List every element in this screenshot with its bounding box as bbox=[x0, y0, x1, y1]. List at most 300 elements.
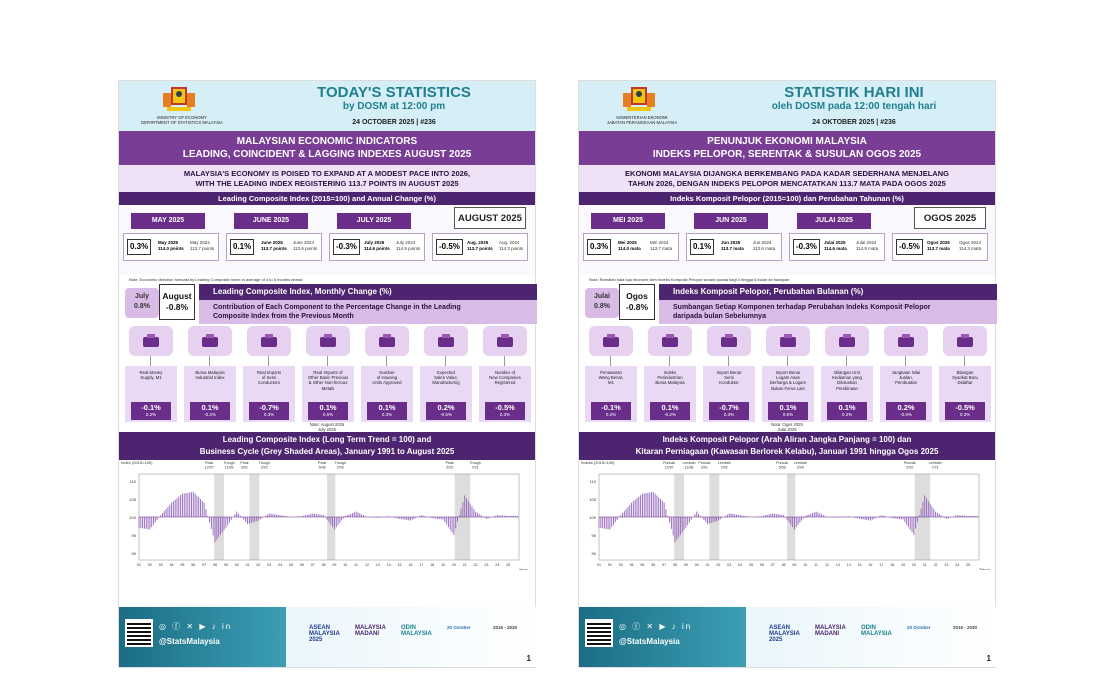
x-tick-label: 25 bbox=[966, 563, 971, 567]
x-tick-label: 11 bbox=[814, 563, 819, 567]
chart-title: Leading Composite Index (Long Term Trend = 100) and Business Cycle (Grey Shaded Areas), January 1991 to August 2025 bbox=[119, 432, 535, 460]
component-card bbox=[762, 326, 814, 422]
component-value bbox=[768, 402, 808, 420]
component-previous: 0.5% bbox=[782, 412, 794, 417]
cycle-label: Peak 2/20 bbox=[445, 461, 454, 470]
y-axis-label: Indeks (2015=100) bbox=[581, 460, 615, 465]
month-name: JUNE 2025 bbox=[234, 213, 308, 229]
month-name: MEI 2025 bbox=[591, 213, 665, 229]
x-tick-label: 15 bbox=[857, 563, 862, 567]
component-current: 0.1% bbox=[319, 403, 337, 412]
component-current: 0.2% bbox=[437, 403, 455, 412]
y-tick-label: 95 bbox=[591, 532, 596, 538]
component-current: 0.2% bbox=[897, 403, 915, 412]
x-axis-label: Tahun bbox=[979, 567, 990, 570]
chart-area bbox=[119, 460, 535, 570]
component-card bbox=[585, 326, 637, 422]
component-value bbox=[945, 402, 985, 420]
x-tick-label: 97 bbox=[202, 563, 207, 567]
partner-logo: 20 October bbox=[907, 625, 931, 630]
component-previous: 0.3% bbox=[263, 412, 275, 417]
component-icon bbox=[648, 326, 692, 356]
y-tick-label: 110 bbox=[589, 479, 596, 485]
component-icon bbox=[188, 326, 232, 356]
component-icon bbox=[424, 326, 468, 356]
annual-change-section bbox=[579, 205, 995, 275]
component-current: 0.1% bbox=[661, 403, 679, 412]
components-section bbox=[579, 326, 995, 422]
component-card bbox=[479, 326, 531, 422]
partner-logo: ASEAN MALAYSIA 2025 bbox=[769, 625, 800, 643]
component-label: Import Benar Semi Konduktor bbox=[716, 370, 742, 386]
current-index: Jun 2025 113.7 mata bbox=[721, 240, 744, 251]
previous-index: June 2024 113.6 points bbox=[293, 240, 318, 251]
coat-of-arms-icon bbox=[619, 85, 659, 113]
qr-code-icon bbox=[125, 619, 153, 647]
x-tick-label: 93 bbox=[618, 563, 623, 567]
component-card bbox=[420, 326, 472, 422]
x-tick-label: 14 bbox=[386, 563, 391, 567]
component-value bbox=[308, 402, 348, 420]
ministry-name: KEMENTERIAN EKONOMI JABATAN PERANGKAAN MALAYSIA bbox=[606, 115, 678, 125]
leading-index-chart bbox=[579, 460, 997, 570]
chart-title: Indeks Komposit Pelopor (Arah Aliran Jangka Panjang = 100) dan Kitaran Perniagaan (Kawasan Berlorek Kelabu), Januari 1991 hingga Ogos 2025 bbox=[579, 432, 995, 460]
x-tick-label: 96 bbox=[651, 563, 656, 567]
component-value bbox=[886, 402, 926, 420]
y-tick-label: 95 bbox=[131, 532, 136, 538]
x-tick-label: 18 bbox=[890, 563, 895, 567]
previous-index: Julai 2024 114.9 mata bbox=[856, 240, 879, 251]
month-name: JULY 2025 bbox=[337, 213, 411, 229]
component-label: Expected Sales Value, Manufacturing bbox=[432, 370, 460, 386]
x-tick-label: 02 bbox=[716, 563, 721, 567]
x-tick-label: 21 bbox=[462, 563, 467, 567]
monthly-desc: Contribution of Each Component to the Percentage Change in the Leading Composite Index from the Previous Month bbox=[199, 300, 537, 324]
component-card bbox=[302, 326, 354, 422]
component-box bbox=[644, 366, 696, 422]
x-tick-label: 04 bbox=[278, 563, 283, 567]
component-current: -0.5% bbox=[495, 403, 515, 412]
x-tick-label: 24 bbox=[495, 563, 500, 567]
x-tick-label: 08 bbox=[321, 563, 326, 567]
component-icon bbox=[129, 326, 173, 356]
x-tick-label: 12 bbox=[365, 563, 369, 567]
component-current: -0.7% bbox=[719, 403, 739, 412]
x-tick-label: 91 bbox=[597, 563, 601, 567]
month-card bbox=[583, 213, 679, 269]
previous-index: Ogos 2024 114.3 mata bbox=[959, 240, 982, 251]
component-card bbox=[880, 326, 932, 422]
component-box bbox=[585, 366, 637, 422]
previous-index: Aug. 2024 114.3 points bbox=[499, 240, 524, 251]
x-tick-label: 02 bbox=[256, 563, 261, 567]
month-body bbox=[226, 233, 322, 261]
connector bbox=[728, 356, 729, 366]
footer-logos bbox=[769, 621, 994, 655]
month-body bbox=[583, 233, 679, 261]
connector bbox=[905, 356, 906, 366]
x-axis-label: Year bbox=[519, 567, 528, 570]
month-card bbox=[329, 213, 425, 269]
component-label: Bursa Malaysia Industrial Index bbox=[195, 370, 225, 381]
partner-logo: 2016 - 2030 bbox=[493, 625, 518, 630]
leading-index-chart bbox=[119, 460, 537, 570]
cycle-label: Lembah 11/98 bbox=[682, 461, 696, 470]
month-card bbox=[226, 213, 322, 269]
x-tick-label: 23 bbox=[944, 563, 949, 567]
month-name: JULAI 2025 bbox=[797, 213, 871, 229]
page-number: 1 bbox=[526, 654, 531, 663]
component-current: -0.7% bbox=[259, 403, 279, 412]
component-value bbox=[827, 402, 867, 420]
component-value bbox=[591, 402, 631, 420]
monthly-change-header bbox=[579, 284, 995, 326]
x-tick-label: 99 bbox=[683, 563, 688, 567]
current-index: July 2025 114.6 points bbox=[364, 240, 390, 251]
current-index: Aug. 2025 113.7 points bbox=[467, 240, 493, 251]
component-previous: 0.3% bbox=[499, 412, 511, 417]
x-tick-label: 00 bbox=[234, 563, 239, 567]
lead-text: EKONOMI MALAYSIA DIJANGKA BERKEMBANG PADA KADAR SEDERHANA MENJELANG TAHUN 2026, DENGAN INDEKS PELOPOR MENCATATKAN 113.7 MATA PADA OGOS 2025 bbox=[579, 165, 995, 192]
current-index: May 2025 114.0 points bbox=[158, 240, 184, 251]
month-name: AUGUST 2025 bbox=[454, 207, 526, 229]
current-index: Julai 2025 114.6 mata bbox=[824, 240, 847, 251]
malay-panel bbox=[578, 80, 996, 668]
monthly-title: Indeks Komposit Pelopor, Perubahan Bulanan (%) bbox=[659, 284, 997, 300]
qr-code-icon bbox=[585, 619, 613, 647]
component-value bbox=[709, 402, 749, 420]
x-tick-label: 03 bbox=[727, 563, 732, 567]
x-tick-label: 22 bbox=[473, 563, 478, 567]
component-box bbox=[479, 366, 531, 422]
component-label: Indeks Perindustrian Bursa Malaysia bbox=[655, 370, 685, 386]
cycle-label: Trough 2/02 bbox=[258, 461, 270, 470]
partner-logo: 20 October bbox=[447, 625, 471, 630]
x-tick-label: 23 bbox=[484, 563, 489, 567]
component-box bbox=[184, 366, 236, 422]
english-panel bbox=[118, 80, 536, 668]
month-body bbox=[329, 233, 425, 261]
component-label: Jangkaan Nilai Jualan, Pembuatan bbox=[891, 370, 921, 386]
month-body bbox=[789, 233, 885, 261]
component-previous: 0.3% bbox=[841, 412, 853, 417]
component-previous: 0.5% bbox=[322, 412, 334, 417]
x-tick-label: 21 bbox=[922, 563, 927, 567]
forecast-note: Nota: Ramalan hala tuju ekonomi oleh Indeks Komposit Pelopor secara purata bagi 4 hingga 6 bulan ke hadapan bbox=[589, 277, 790, 282]
x-tick-label: 05 bbox=[289, 563, 293, 567]
cycle-label: Lembah 2/09 bbox=[793, 461, 807, 470]
component-box bbox=[880, 366, 932, 422]
component-label: Import Benar Logam Asas Berharga & Logam Bukan Ferus Lain bbox=[769, 370, 807, 391]
lead-text: MALAYSIA'S ECONOMY IS POISED TO EXPAND AT A MODEST PACE INTO 2026, WITH THE LEADING INDEX REGISTERING 113.7 POINTS IN AUGUST 2025 bbox=[119, 165, 535, 192]
x-tick-label: 11 bbox=[354, 563, 359, 567]
social-icons[interactable]: ◎ ⓕ ✕ ▶ ♪ in bbox=[159, 622, 233, 631]
month-name: OGOS 2025 bbox=[914, 207, 986, 229]
footer bbox=[119, 607, 537, 667]
x-tick-label: 19 bbox=[441, 563, 445, 567]
annual-change: 0.3% bbox=[127, 239, 151, 255]
x-tick-label: 22 bbox=[933, 563, 938, 567]
y-axis-label: Index (2015=100) bbox=[121, 460, 153, 465]
connector bbox=[268, 356, 269, 366]
x-tick-label: 17 bbox=[879, 563, 884, 567]
component-label: Real Imports of Semi Conductors bbox=[256, 370, 282, 386]
month-name: MAY 2025 bbox=[131, 213, 205, 229]
composite-title: Leading Composite Index (2015=100) and Annual Change (%) bbox=[119, 192, 535, 205]
component-icon bbox=[589, 326, 633, 356]
component-label: Number of New Companies Registered bbox=[489, 370, 521, 386]
x-tick-label: 13 bbox=[375, 563, 380, 567]
x-tick-label: 91 bbox=[137, 563, 141, 567]
x-tick-label: 99 bbox=[223, 563, 228, 567]
x-tick-label: 92 bbox=[147, 563, 152, 567]
component-label: Number of Housing Units Approved bbox=[372, 370, 402, 386]
cycle-label: Trough 11/98 bbox=[223, 461, 235, 470]
x-tick-label: 05 bbox=[749, 563, 753, 567]
component-box bbox=[302, 366, 354, 422]
connector bbox=[787, 356, 788, 366]
month-name: JUN 2025 bbox=[694, 213, 768, 229]
connector bbox=[610, 356, 611, 366]
month-body bbox=[432, 233, 528, 261]
previous-index: Mei 2024 113.7 mata bbox=[650, 240, 673, 251]
x-tick-label: 20 bbox=[911, 563, 916, 567]
cycle-label: Peak 12/97 bbox=[204, 461, 214, 470]
social-handle[interactable]: @StatsMalaysia bbox=[159, 637, 220, 646]
connector bbox=[504, 356, 505, 366]
component-previous: -0.2% bbox=[204, 412, 216, 417]
component-current: 0.1% bbox=[201, 403, 219, 412]
component-value bbox=[650, 402, 690, 420]
x-tick-label: 16 bbox=[408, 563, 413, 567]
month-body bbox=[686, 233, 782, 261]
x-tick-label: 07 bbox=[770, 563, 775, 567]
connector bbox=[846, 356, 847, 366]
component-previous: -0.6% bbox=[440, 412, 452, 417]
connector bbox=[964, 356, 965, 366]
month-card bbox=[892, 213, 988, 269]
component-card bbox=[125, 326, 177, 422]
x-tick-label: 17 bbox=[419, 563, 424, 567]
month-card bbox=[789, 213, 885, 269]
component-box bbox=[762, 366, 814, 422]
forecast-note: Note: Economic direction forecast by Leading Composite Index in average of 4 to 6 months ahead bbox=[129, 277, 303, 282]
current-index: June 2025 113.7 points bbox=[261, 240, 287, 251]
current-index: Ogos 2025 113.7 mata bbox=[927, 240, 950, 251]
x-tick-label: 95 bbox=[640, 563, 645, 567]
component-value bbox=[131, 402, 171, 420]
cycle-label: Peak 3/01 bbox=[240, 461, 249, 470]
component-card bbox=[184, 326, 236, 422]
x-tick-label: 00 bbox=[694, 563, 699, 567]
x-tick-label: 97 bbox=[662, 563, 667, 567]
x-tick-label: 98 bbox=[213, 563, 217, 567]
component-label: Real Imports of Other Basic Precious & Other Non-ferrous Metals bbox=[307, 370, 349, 391]
x-tick-label: 09 bbox=[332, 563, 337, 567]
partner-logo: 2016 - 2030 bbox=[953, 625, 978, 630]
header bbox=[119, 81, 535, 131]
x-tick-label: 10 bbox=[343, 563, 348, 567]
connector bbox=[209, 356, 210, 366]
x-tick-label: 18 bbox=[430, 563, 435, 567]
connector bbox=[327, 356, 328, 366]
current-index: Mei 2025 114.0 mata bbox=[618, 240, 641, 251]
x-tick-label: 92 bbox=[607, 563, 612, 567]
header bbox=[579, 81, 995, 131]
component-note: Note: August 2025 July 2025 bbox=[309, 422, 345, 432]
monthly-title: Leading Composite Index, Monthly Change (%) bbox=[199, 284, 537, 300]
component-value bbox=[426, 402, 466, 420]
component-current: -0.1% bbox=[141, 403, 161, 412]
cycle-label: Peak 5/08 bbox=[318, 461, 327, 470]
component-icon bbox=[365, 326, 409, 356]
x-tick-label: 06 bbox=[299, 563, 304, 567]
cycle-label: Puncak 2/20 bbox=[903, 461, 916, 470]
cycle-label: Lembah 7/21 bbox=[928, 461, 942, 470]
subtitle: by DOSM at 12:00 pm bbox=[342, 101, 446, 112]
annual-change: -0.3% bbox=[333, 239, 360, 255]
month-body bbox=[123, 233, 219, 261]
component-icon bbox=[825, 326, 869, 356]
previous-index: Jun 2024 113.6 mata bbox=[753, 240, 776, 251]
component-current: -0.1% bbox=[601, 403, 621, 412]
y-tick-label: 90 bbox=[591, 550, 596, 556]
release-date: 24 OKTOBER 2025 | #236 bbox=[812, 119, 896, 126]
component-current: -0.5% bbox=[955, 403, 975, 412]
component-card bbox=[361, 326, 413, 422]
x-tick-label: 06 bbox=[759, 563, 764, 567]
component-box bbox=[420, 366, 472, 422]
x-tick-label: 14 bbox=[846, 563, 851, 567]
component-previous: 0.2% bbox=[605, 412, 617, 417]
coat-of-arms-icon bbox=[159, 85, 199, 113]
monthly-desc: Sumbangan Setiap Komponen terhadap Perubahan Indeks Komposit Pelopor daripada bulan Sebelumnya bbox=[659, 300, 997, 324]
component-card bbox=[644, 326, 696, 422]
component-card bbox=[703, 326, 755, 422]
x-tick-label: 13 bbox=[835, 563, 840, 567]
social-icons[interactable]: ◎ ⓕ ✕ ▶ ♪ in bbox=[619, 622, 693, 631]
component-value bbox=[249, 402, 289, 420]
annual-change: -0.3% bbox=[793, 239, 820, 255]
component-previous: 0.3% bbox=[959, 412, 971, 417]
x-tick-label: 98 bbox=[673, 563, 677, 567]
component-label: Real Money Supply, M1 bbox=[139, 370, 163, 381]
component-note: Nota: Ogos 2025 Julai 2025 bbox=[771, 422, 803, 432]
previous-index: May 2024 113.7 points bbox=[190, 240, 215, 251]
component-icon bbox=[247, 326, 291, 356]
component-label: Penawaran Wang Benar, M1 bbox=[598, 370, 624, 386]
component-previous: 0.3% bbox=[381, 412, 393, 417]
y-tick-label: 100 bbox=[129, 515, 136, 520]
x-tick-label: 09 bbox=[792, 563, 797, 567]
component-value bbox=[190, 402, 230, 420]
connector bbox=[150, 356, 151, 366]
partner-logo: ODIN MALAYSIA bbox=[401, 625, 432, 637]
x-tick-label: 16 bbox=[868, 563, 873, 567]
month-card bbox=[686, 213, 782, 269]
x-tick-label: 24 bbox=[955, 563, 960, 567]
monthly-change-header bbox=[119, 284, 535, 326]
x-tick-label: 95 bbox=[180, 563, 185, 567]
annual-change: 0.1% bbox=[690, 239, 714, 255]
current-month-change: August -0.8% bbox=[159, 284, 195, 320]
partner-logo: MALAYSIA MADANI bbox=[815, 625, 846, 637]
current-month-change: Ogos -0.8% bbox=[619, 284, 655, 320]
x-tick-label: 12 bbox=[825, 563, 829, 567]
component-previous: 0.3% bbox=[723, 412, 735, 417]
component-label: Bilangan Unit Kediaman yang Diluluskan Pembinaan bbox=[832, 370, 862, 391]
month-card bbox=[432, 213, 528, 269]
composite-title: Indeks Komposit Pelopor (2015=100) dan Perubahan Tahunan (%) bbox=[579, 192, 995, 205]
component-icon bbox=[707, 326, 751, 356]
social-handle[interactable]: @StatsMalaysia bbox=[619, 637, 680, 646]
annual-change: -0.5% bbox=[896, 239, 923, 255]
component-icon bbox=[884, 326, 928, 356]
cycle-label: Puncak 5/08 bbox=[776, 461, 789, 470]
x-tick-label: 08 bbox=[781, 563, 786, 567]
component-icon bbox=[766, 326, 810, 356]
annual-change-section bbox=[119, 205, 535, 275]
previous-month-change: July 0.8% bbox=[125, 288, 159, 318]
component-box bbox=[361, 366, 413, 422]
ministry-name: MINISTRY OF ECONOMY DEPARTMENT OF STATISTICS MALAYSIA bbox=[141, 115, 223, 125]
main-title: TODAY'S STATISTICS bbox=[317, 84, 471, 101]
footer-logos bbox=[309, 621, 534, 655]
month-card bbox=[123, 213, 219, 269]
x-tick-label: 15 bbox=[397, 563, 402, 567]
component-current: 0.1% bbox=[779, 403, 797, 412]
component-box bbox=[939, 366, 991, 422]
partner-logo: ODIN MALAYSIA bbox=[861, 625, 892, 637]
partner-logo: ASEAN MALAYSIA 2025 bbox=[309, 625, 340, 643]
x-tick-label: 96 bbox=[191, 563, 196, 567]
x-tick-label: 93 bbox=[158, 563, 163, 567]
component-box bbox=[703, 366, 755, 422]
annual-change: 0.3% bbox=[587, 239, 611, 255]
y-tick-label: 105 bbox=[129, 497, 136, 503]
components-section bbox=[119, 326, 535, 422]
cycle-label: Trough 7/21 bbox=[469, 461, 481, 470]
component-box bbox=[243, 366, 295, 422]
component-value bbox=[485, 402, 525, 420]
x-tick-label: 01 bbox=[245, 563, 250, 567]
annual-change: 0.1% bbox=[230, 239, 254, 255]
cycle-label: Puncak 3/01 bbox=[698, 461, 711, 470]
component-previous: 0.2% bbox=[145, 412, 157, 417]
y-tick-label: 90 bbox=[131, 550, 136, 556]
y-tick-label: 110 bbox=[129, 479, 136, 485]
subtitle: oleh DOSM pada 12:00 tengah hari bbox=[771, 101, 937, 112]
component-previous: -0.6% bbox=[900, 412, 912, 417]
x-tick-label: 94 bbox=[169, 563, 174, 567]
component-card bbox=[243, 326, 295, 422]
main-title: STATISTIK HARI INI bbox=[784, 84, 924, 101]
component-box bbox=[125, 366, 177, 422]
month-body bbox=[892, 233, 988, 261]
connector bbox=[445, 356, 446, 366]
x-tick-label: 20 bbox=[451, 563, 456, 567]
report-title: PENUNJUK EKONOMI MALAYSIA INDEKS PELOPOR, SERENTAK & SUSULAN OGOS 2025 bbox=[579, 131, 995, 165]
component-icon bbox=[943, 326, 987, 356]
y-tick-label: 105 bbox=[589, 497, 596, 503]
x-tick-label: 07 bbox=[310, 563, 315, 567]
component-label: Bilangan Syarikat Baru Didaftar bbox=[952, 370, 978, 386]
component-icon bbox=[483, 326, 527, 356]
cycle-label: Trough 2/09 bbox=[334, 461, 346, 470]
x-tick-label: 01 bbox=[705, 563, 710, 567]
previous-month-change: Julai 0.8% bbox=[585, 288, 619, 318]
component-previous: -0.2% bbox=[664, 412, 676, 417]
